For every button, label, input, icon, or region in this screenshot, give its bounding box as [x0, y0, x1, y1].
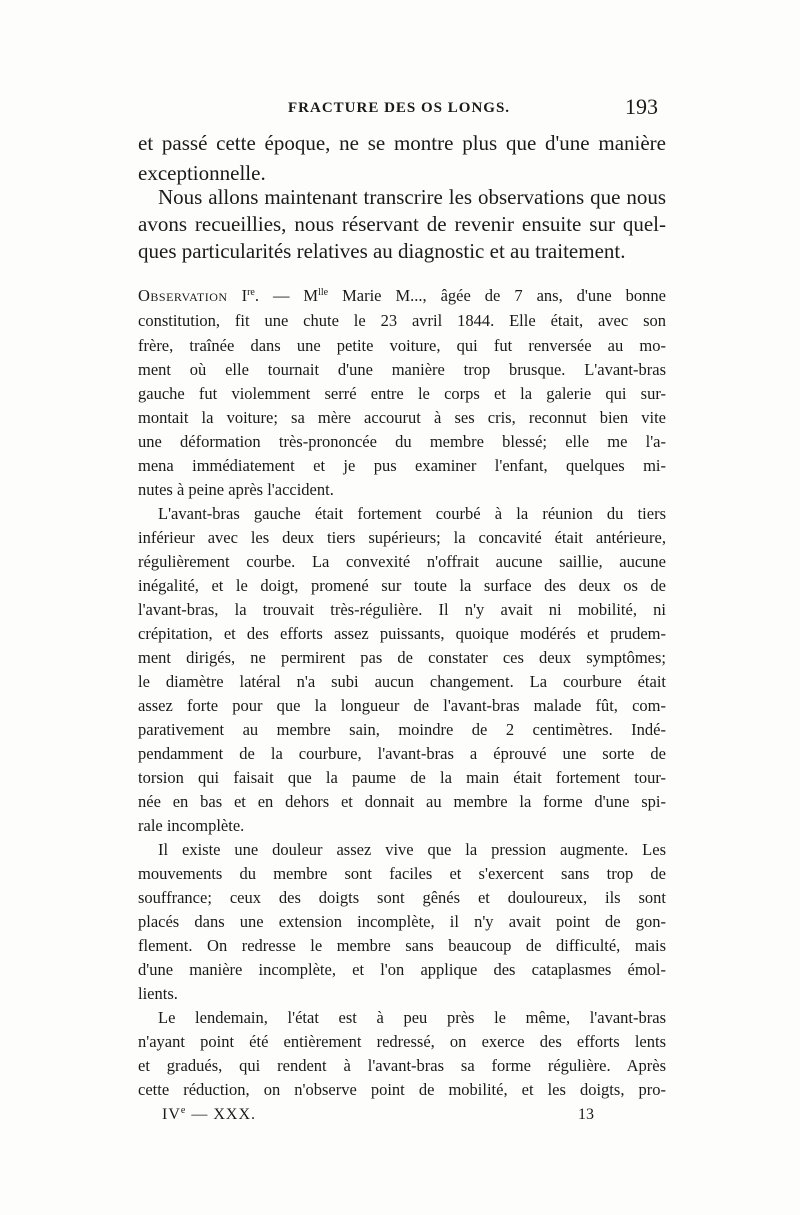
text-line: inégalité, et le doigt, promené sur toute la surface des deux os de — [138, 576, 666, 595]
text-line: montait la voiture; sa mère accourut à ses cris, reconnut bien vite — [138, 408, 666, 427]
text-line: torsion qui faisait que la paume de la main était fortement tour- — [138, 768, 666, 787]
text-line: une déformation très-prononcée du membre blessé; elle me l'a- — [138, 432, 666, 451]
page-header — [138, 96, 658, 120]
text-line: L'avant-bras gauche était fortement courbé à la réunion du tiers — [158, 504, 666, 523]
observation-number-sup: re — [247, 287, 255, 298]
text-line: nutes à peine après l'accident. — [138, 480, 334, 499]
text-line: constitution, fit une chute le 23 avril 1844. Elle était, avec son — [138, 311, 666, 330]
text-line: née en bas et en dehors et donnait au membre la forme d'une spi- — [138, 792, 666, 811]
page-footer — [138, 1106, 666, 1130]
signature-rest: — XXX. — [186, 1106, 257, 1123]
text-line: exceptionnelle. — [138, 161, 266, 185]
signature-sup: e — [180, 1105, 187, 1116]
signature-volume: IV — [162, 1106, 181, 1123]
text-line: n'ayant point été entièrement redressé, on exerce des efforts lents — [138, 1032, 666, 1051]
observation-heading-line — [138, 284, 666, 308]
text-line: lients. — [138, 984, 178, 1003]
text-line: Le lendemain, l'état est à peu près le même, l'avant-bras — [158, 1008, 666, 1027]
signature-number: 13 — [578, 1106, 594, 1123]
text-line: crépitation, et des efforts assez puissants, quoique modérés et prudem- — [138, 624, 666, 643]
text-line: rale incomplète. — [138, 816, 245, 835]
text-line: ment où elle tournait d'une manière trop brusque. L'avant-bras — [138, 360, 666, 379]
text-line: placés dans une extension incomplète, il n'y avait point de gon- — [138, 912, 666, 931]
observation-number: I — [241, 286, 248, 305]
text-line: le diamètre latéral n'a subi aucun changement. La courbure était — [138, 672, 666, 691]
text-line: l'avant-bras, la trouvait très-régulière. Il n'y avait ni mobilité, ni — [138, 600, 666, 619]
text-line: ques particularités relatives au diagnostic et au traitement. — [138, 239, 626, 263]
running-title: FRACTURE DES OS LONGS. — [288, 100, 511, 116]
text-line: Il existe une douleur assez vive que la pression augmente. Les — [158, 840, 666, 859]
text-line: mouvements du membre sont faciles et s'exercent sans trop de — [138, 864, 666, 883]
text-line: inférieur avec les deux tiers supérieurs; la concavité était antérieure, — [138, 528, 666, 547]
observation-first-line: Marie M..., âgée de 7 ans, d'une bonne — [328, 286, 666, 305]
text-line: cette réduction, on n'observe point de mobilité, et les doigts, pro- — [138, 1080, 666, 1099]
text-line: assez forte pour que la longueur de l'avant-bras malade fût, com- — [138, 696, 666, 715]
signature-mark — [162, 1106, 256, 1124]
text-line: ment dirigés, ne permirent pas de constater ces deux symptômes; — [138, 648, 666, 667]
text-line: avons recueillies, nous réservant de revenir ensuite sur quel- — [138, 212, 666, 236]
observation-label: Observation — [138, 286, 228, 305]
text-line: et gradués, qui rendent à l'avant-bras sa forme régulière. Après — [138, 1056, 666, 1075]
page-number: 193 — [625, 94, 658, 119]
observation-dash: . — M — [254, 286, 319, 305]
text-line: frère, traînée dans une petite voiture, qui fut renversée au mo- — [138, 336, 666, 355]
text-line: gauche fut violemment serré entre le corps et la galerie qui sur- — [138, 384, 666, 403]
text-line: parativement au membre sain, moindre de 2 centimètres. Indé- — [138, 720, 666, 739]
text-line: régulièrement courbe. La convexité n'offrait aucune saillie, aucune — [138, 552, 666, 571]
text-line: et passé cette époque, ne se montre plus que d'une manière — [138, 131, 666, 155]
text-line: mena immédiatement et je pus examiner l'enfant, quelques mi- — [138, 456, 666, 475]
observation-title-sup: lle — [318, 287, 329, 298]
text-line: flement. On redresse le membre sans beaucoup de difficulté, mais — [138, 936, 666, 955]
text-line: d'une manière incomplète, et l'on applique des cataplasmes émol- — [138, 960, 666, 979]
text-line: souffrance; ceux des doigts sont gênés et douloureux, ils sont — [138, 888, 666, 907]
text-line: Nous allons maintenant transcrire les observations que nous — [158, 185, 666, 209]
text-line: pendamment de la courbure, l'avant-bras a éprouvé une sorte de — [138, 744, 666, 763]
